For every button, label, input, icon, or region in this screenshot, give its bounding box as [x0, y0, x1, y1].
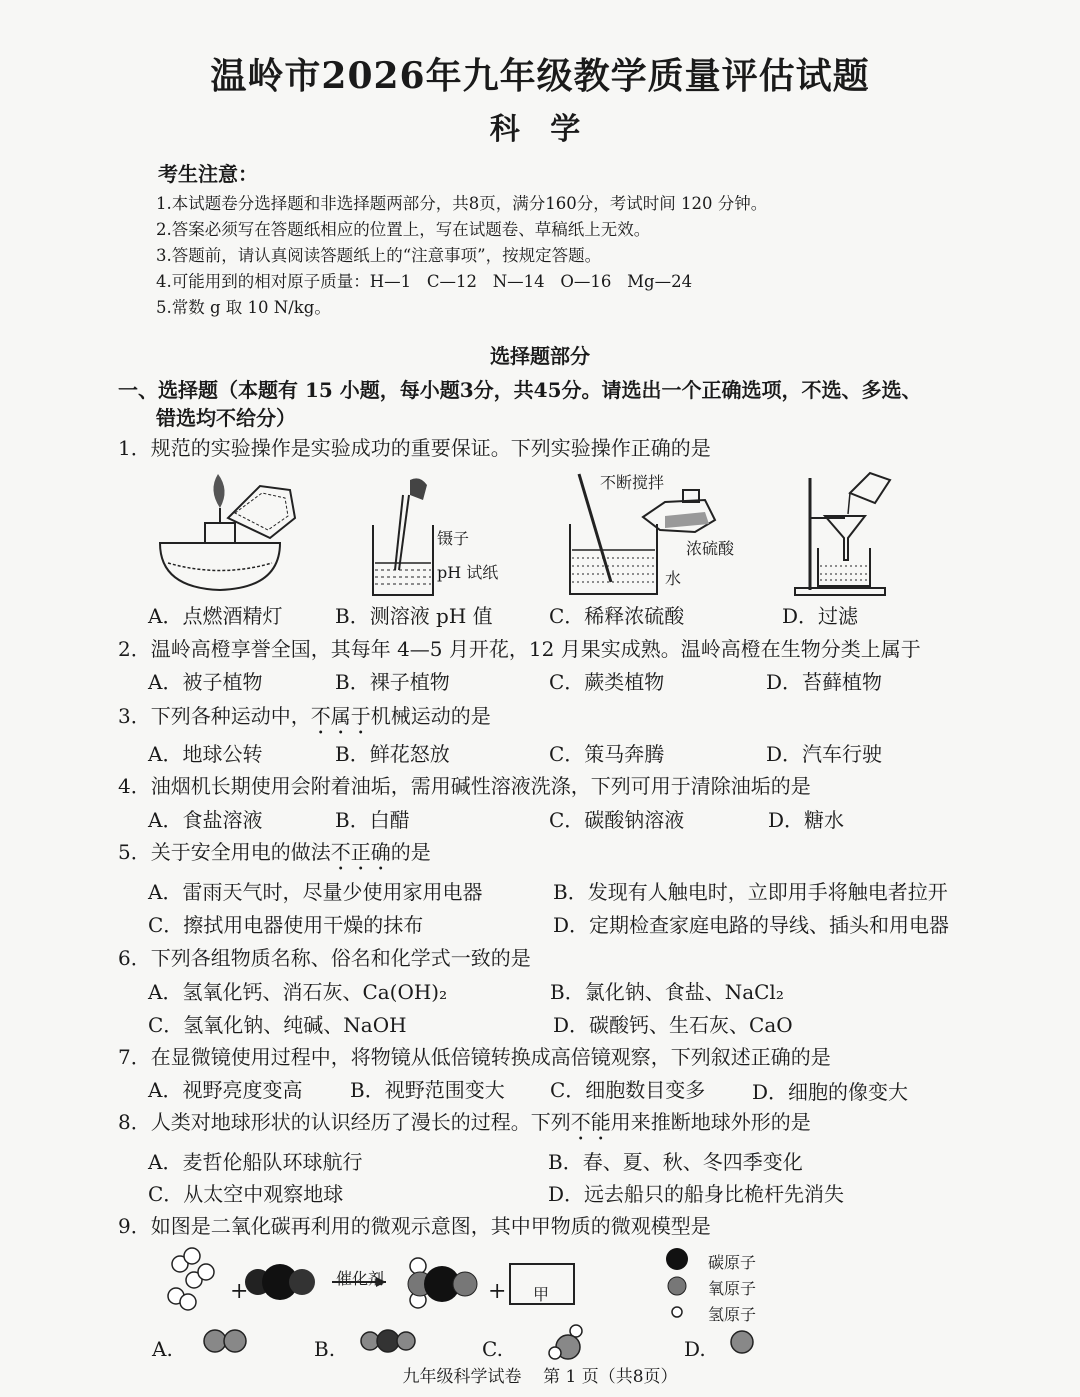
q6-option-a[interactable]: A．氢氧化钙、消石灰、Ca(OH)₂ [148, 980, 448, 1004]
question-1-stem: 1．规范的实验操作是实验成功的重要保证。下列实验操作正确的是 [118, 436, 711, 460]
oxygen-legend-label: 氧原子 [708, 1279, 757, 1298]
q4-option-c[interactable]: C．碳酸钠溶液 [549, 808, 685, 832]
question-8-stem: 8．人类对地球形状的认识经历了漫长的过程。下列不能用来推断地球外形的是 [118, 1110, 811, 1134]
question-7-stem: 7．在显微镜使用过程中，将物镜从低倍镜转换成高倍镜观察，下列叙述正确的是 [118, 1045, 831, 1069]
q5-option-b[interactable]: B．发现有人触电时，立即用手将触电者拉开 [553, 880, 948, 904]
question-3-stem: 3．下列各种运动中，不属于机械运动的是 [118, 704, 491, 728]
q7-option-a[interactable]: A．视野亮度变高 [148, 1078, 303, 1102]
atom-legend [664, 1246, 694, 1326]
q5-option-c[interactable]: C．擦拭用电器使用干燥的抹布 [148, 913, 424, 937]
section-heading: 选择题部分 [490, 344, 590, 368]
carbon-legend-label: 碳原子 [708, 1253, 757, 1272]
q1-option-c[interactable]: C．稀释浓硫酸 [549, 604, 685, 628]
q5-option-a[interactable]: A．雷雨天气时，尽量少使用家用电器 [148, 880, 483, 904]
stir-label: 不断搅拌 [600, 473, 665, 492]
part-heading: 一、选择题（本题有 15 小题，每小题3分，共45分。请选出一个正确选项，不选、多选、 [118, 378, 922, 402]
q7-option-d[interactable]: D．细胞的像变大 [752, 1080, 909, 1104]
emphasis-text: 不正确 [330, 840, 391, 864]
notice-item: 1.本试题卷分选择题和非选择题两部分，共8页，满分160分，考试时间 120 分钟。 [156, 194, 768, 213]
alcohol-lamp-figure [150, 468, 300, 598]
q2-option-d[interactable]: D．苔藓植物 [766, 670, 883, 694]
ph-paper-label: pH 试纸 [437, 563, 499, 582]
q9-option-d[interactable]: D. [684, 1337, 706, 1361]
q9-option-b-model[interactable] [358, 1328, 428, 1354]
emphasis-text: 不能 [570, 1110, 611, 1134]
q9-option-b[interactable]: B. [314, 1337, 336, 1361]
q8-option-a[interactable]: A．麦哲伦船队环球航行 [148, 1150, 363, 1174]
q4-option-b[interactable]: B．白醋 [335, 808, 410, 832]
q9-option-a[interactable]: A. [152, 1337, 173, 1361]
question-4-stem: 4．油烟机长期使用会附着油垢，需用碱性溶液洗涤，下列可用于清除油垢的是 [118, 774, 811, 798]
part-heading-cont: 错选均不给分） [156, 406, 296, 430]
catalyst-label: 催化剂 [336, 1269, 385, 1288]
question-6-stem: 6．下列各组物质名称、俗名和化学式一致的是 [118, 946, 531, 970]
question-2-stem: 2．温岭高橙享誉全国，其每年 4—5 月开花，12 月果实成熟。温岭高橙在生物分类上属于 [118, 637, 921, 661]
subject-title: 科 学 [489, 112, 591, 147]
water-label: 水 [665, 569, 682, 588]
notice-heading: 考生注意： [158, 162, 258, 186]
q7-option-c[interactable]: C．细胞数目变多 [550, 1078, 706, 1102]
jia-label: 甲 [533, 1285, 550, 1304]
q2-option-b[interactable]: B．裸子植物 [335, 670, 450, 694]
q9-option-c-model[interactable] [546, 1322, 592, 1362]
q9-option-a-model[interactable] [202, 1328, 252, 1354]
emphasis-text: 不属于 [310, 704, 371, 728]
hydrogen-legend-label: 氢原子 [708, 1305, 757, 1324]
q8-option-b[interactable]: B．春、夏、秋、冬四季变化 [548, 1150, 803, 1174]
q3-option-d[interactable]: D．汽车行驶 [766, 742, 883, 766]
q7-option-b[interactable]: B．视野范围变大 [350, 1078, 505, 1102]
page-footer: 九年级科学试卷 第 1 页（共8页） [402, 1367, 678, 1387]
notice-item: 4.可能用到的相对原子质量：H—1 C—12 N—14 O—16 Mg—24 [156, 272, 693, 291]
q9-option-c[interactable]: C. [482, 1337, 503, 1361]
page-title: 温岭市2026年九年级教学质量评估试题 [210, 55, 870, 97]
q6-option-c[interactable]: C．氢氧化钠、纯碱、NaOH [148, 1013, 407, 1037]
q3-option-a[interactable]: A．地球公转 [148, 742, 263, 766]
q6-option-b[interactable]: B．氯化钠、食盐、NaCl₂ [550, 980, 784, 1004]
plus-sign: + [230, 1279, 249, 1304]
q1-option-d[interactable]: D．过滤 [782, 604, 859, 628]
tweezers-label: 镊子 [437, 529, 470, 548]
question-9-stem: 9．如图是二氧化碳再利用的微观示意图，其中甲物质的微观模型是 [118, 1214, 711, 1238]
q8-option-d[interactable]: D．远去船只的船身比桅杆先消失 [548, 1182, 845, 1206]
q4-option-d[interactable]: D．糖水 [768, 808, 845, 832]
question-5-stem: 5．关于安全用电的做法不正确的是 [118, 840, 431, 864]
q9-option-d-model[interactable] [728, 1328, 758, 1356]
q5-option-d[interactable]: D．定期检查家庭电路的导线、插头和用电器 [553, 913, 950, 937]
ph-test-figure [365, 475, 445, 600]
q1-option-a[interactable]: A．点燃酒精灯 [148, 604, 283, 628]
plus-sign: + [488, 1279, 507, 1304]
q3-option-b[interactable]: B．鲜花怒放 [335, 742, 450, 766]
q2-option-a[interactable]: A．被子植物 [148, 670, 263, 694]
co2-reaction-diagram [160, 1244, 620, 1314]
q6-option-d[interactable]: D．碳酸钙、生石灰、CaO [553, 1013, 793, 1037]
q2-option-c[interactable]: C．蕨类植物 [549, 670, 665, 694]
notice-item: 3.答题前，请认真阅读答题纸上的“注意事项”，按规定答题。 [156, 246, 602, 265]
q3-option-c[interactable]: C．策马奔腾 [549, 742, 665, 766]
q8-option-c[interactable]: C．从太空中观察地球 [148, 1182, 344, 1206]
q4-option-a[interactable]: A．食盐溶液 [148, 808, 263, 832]
notice-item: 5.常数 g 取 10 N/kg。 [156, 298, 331, 317]
q1-option-b[interactable]: B．测溶液 pH 值 [335, 604, 493, 628]
acid-label: 浓硫酸 [686, 539, 735, 558]
filtration-figure [790, 468, 900, 598]
notice-item: 2.答案必须写在答题纸相应的位置上，写在试题卷、草稿纸上无效。 [156, 220, 651, 239]
